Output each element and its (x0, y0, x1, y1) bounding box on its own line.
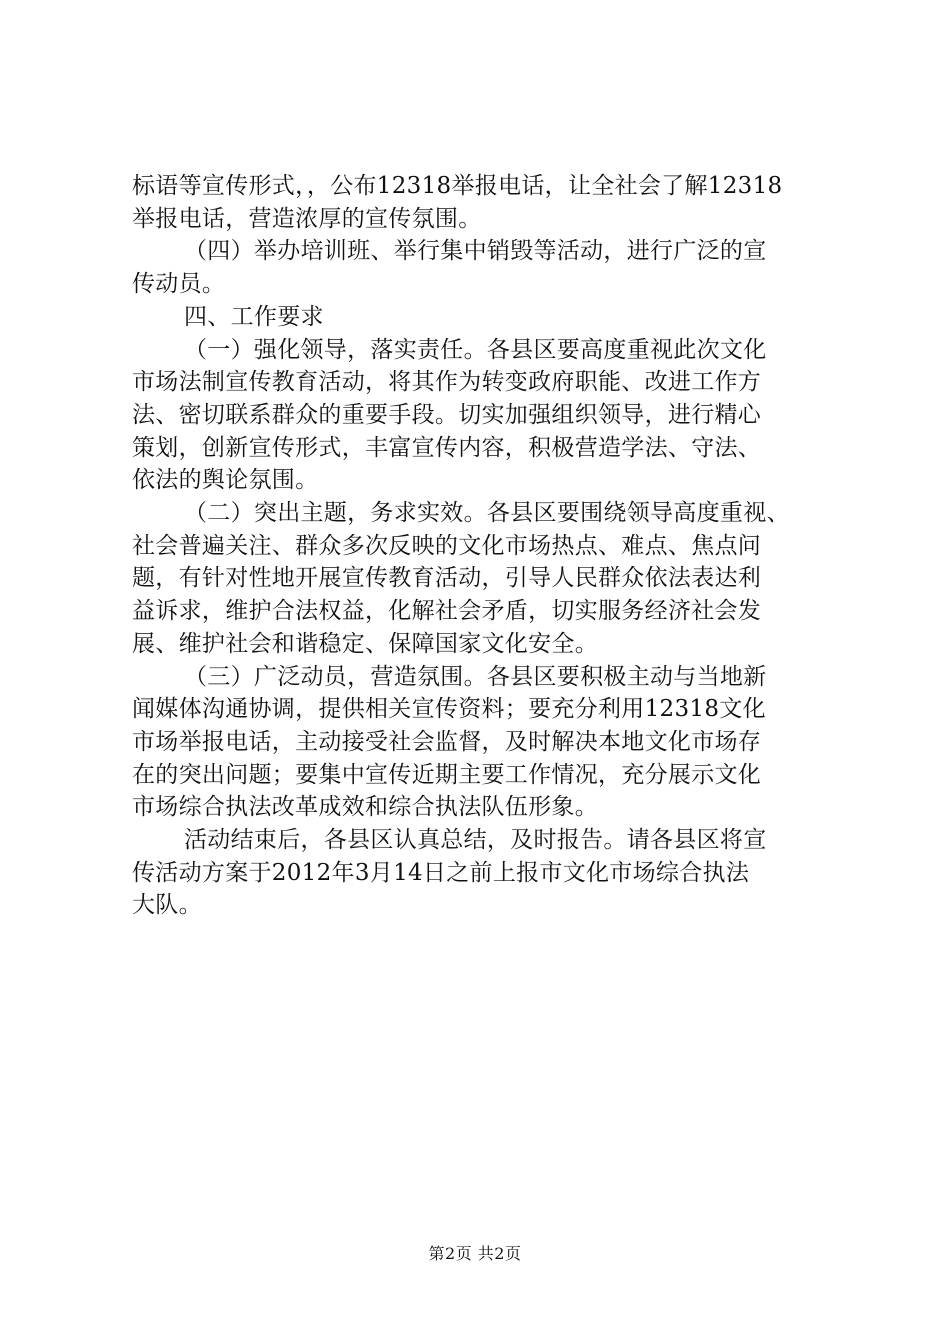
text-line: 闻媒体沟通协调，提供相关宣传资料；要充分利用12318文化 (132, 696, 766, 723)
text-line: 市场举报电话，主动接受社会监督，及时解决本地文化市场存 (132, 728, 762, 755)
text-line: 标语等宣传形式，，公布12318举报电话，让全社会了解12318 (132, 173, 783, 199)
text-line: 益诉求，维护合法权益，化解社会矛盾，切实服务经济社会发 (132, 598, 762, 625)
text-line: 展、维护社会和谐稳定、保障国家文化安全。 (132, 630, 598, 657)
paragraph-line: （三）广泛动员，营造氛围。各县区要积极主动与当地新 (184, 663, 767, 690)
paragraph-line: （二）突出主题，务求实效。各县区要围绕领导高度重视、 (184, 500, 790, 527)
text-line: 法、密切联系群众的重要手段。切实加强组织领导，进行精心 (132, 401, 762, 428)
text-line: 在的突出问题；要集中宣传近期主要工作情况，充分展示文化 (132, 761, 762, 788)
paragraph-line: （四）举办培训班、举行集中销毁等活动，进行广泛的宣 (184, 238, 767, 265)
text-line: 传活动方案于2012年3月14日之前上报市文化市场综合执法 (132, 859, 750, 886)
document-body (132, 170, 832, 922)
text-line: 依法的舆论氛围。 (132, 467, 319, 494)
page-number: 第2页 共2页 (428, 1244, 522, 1263)
text-line: 市场综合执法改革成效和综合执法队伍形象。 (132, 794, 598, 821)
text-line: 传动员。 (132, 271, 226, 298)
section-heading: 四、工作要求 (184, 303, 324, 330)
paragraph-line: （一）强化领导，落实责任。各县区要高度重视此次文化 (184, 336, 767, 363)
text-line: 举报电话，营造浓厚的宣传氛围。 (132, 205, 482, 232)
page-footer (0, 1243, 950, 1265)
text-line: 社会普遍关注、群众多次反映的文化市场热点、难点、焦点问 (132, 532, 762, 559)
text-line: 题，有针对性地开展宣传教育活动，引导人民群众依法表达利 (132, 565, 762, 592)
text-line: 大队。 (132, 892, 202, 919)
text-line: 策划，创新宣传形式，丰富宣传内容，积极营造学法、守法、 (132, 434, 762, 461)
text-line: 市场法制宣传教育活动，将其作为转变政府职能、改进工作方 (132, 369, 762, 396)
paragraph-line: 活动结束后，各县区认真总结，及时报告。请各县区将宣 (184, 827, 767, 854)
